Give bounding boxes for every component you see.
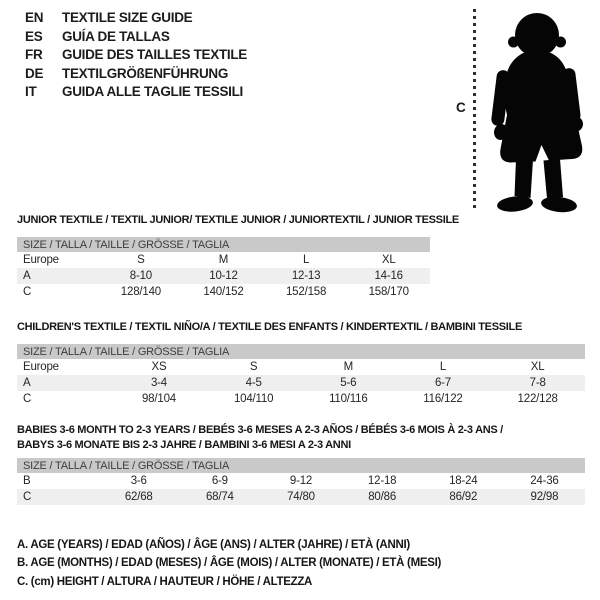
size-cell: 140/152 bbox=[203, 286, 244, 298]
language-title: GUÍA DE TALLAS bbox=[62, 28, 170, 44]
size-table-row bbox=[17, 489, 585, 505]
size-cell: 4-5 bbox=[245, 377, 262, 389]
size-table-section bbox=[17, 320, 585, 407]
size-cell: B bbox=[23, 475, 31, 487]
baby-leg-right bbox=[544, 159, 564, 199]
size-cell: 128/140 bbox=[120, 286, 161, 298]
size-cell: 5-6 bbox=[340, 377, 357, 389]
language-title: GUIDE DES TAILLES TEXTILE bbox=[62, 47, 248, 63]
size-cell: 122/128 bbox=[517, 393, 558, 405]
size-cell: 10-12 bbox=[209, 270, 238, 282]
size-cell: C bbox=[23, 491, 32, 503]
size-cell: 86/92 bbox=[449, 491, 478, 503]
size-table-row bbox=[17, 391, 585, 407]
size-cell: 6-7 bbox=[434, 377, 451, 389]
size-cell: 24-36 bbox=[530, 475, 559, 487]
section-title-line: BABIES 3-6 MONTH TO 2-3 YEARS / BEBÉS 3-6 MESES A 2-3 AÑOS / BÉBÉS 3-6 MOIS À 2-3 ANS / bbox=[17, 424, 503, 436]
size-cell: Europe bbox=[23, 254, 59, 266]
language-title: TEXTILE SIZE GUIDE bbox=[62, 10, 193, 25]
size-cell: XL bbox=[530, 361, 545, 373]
size-cell: M bbox=[218, 254, 229, 266]
size-cell: 6-9 bbox=[211, 475, 228, 487]
language-row bbox=[25, 83, 247, 102]
language-row bbox=[25, 46, 247, 65]
language-title: TEXTILGRÖßENFÜHRUNG bbox=[62, 65, 229, 81]
size-cell: 74/80 bbox=[287, 491, 315, 503]
baby-head bbox=[515, 13, 559, 57]
size-cell: 158/170 bbox=[368, 286, 409, 298]
size-cell: 3-6 bbox=[130, 475, 147, 487]
size-table-header-row bbox=[17, 344, 585, 359]
language-code: EN bbox=[25, 10, 44, 25]
language-title-list bbox=[25, 9, 247, 102]
size-table bbox=[17, 237, 430, 300]
height-dashed-line bbox=[473, 9, 476, 209]
size-table-body bbox=[17, 359, 585, 407]
size-cell: 92/98 bbox=[530, 491, 559, 503]
size-cell: Europe bbox=[23, 361, 59, 373]
legend-line: C. (cm) HEIGHT / ALTURA / HAUTEUR / HÖHE / ALTEZZA bbox=[17, 575, 313, 588]
height-marker-label: C bbox=[456, 100, 466, 115]
size-cell: C bbox=[23, 393, 32, 405]
language-row bbox=[25, 9, 247, 28]
size-cell: L bbox=[302, 254, 310, 266]
size-cell: 152/158 bbox=[285, 286, 327, 298]
size-table-row bbox=[17, 375, 585, 391]
size-cell: C bbox=[23, 286, 32, 298]
size-cell: 104/110 bbox=[233, 393, 274, 405]
size-cell: 14-16 bbox=[374, 270, 403, 282]
language-row bbox=[25, 65, 247, 84]
language-code: ES bbox=[25, 28, 43, 44]
size-table-section bbox=[17, 423, 585, 505]
size-table-header: SIZE / TALLA / TAILLE / GRÖSSE / TAGLIA bbox=[17, 237, 430, 252]
language-code: IT bbox=[25, 84, 37, 100]
language-title: GUIDA ALLE TAGLIE TESSILI bbox=[62, 84, 243, 100]
size-table-row bbox=[17, 252, 430, 268]
section-title-line: CHILDREN'S TEXTILE / TEXTIL NIÑO/A / TEXTILE DES ENFANTS / KINDERTEXTIL / BAMBINI TESSILE bbox=[17, 321, 522, 333]
baby-silhouette-icon bbox=[479, 8, 595, 214]
size-cell: 12-18 bbox=[367, 475, 397, 487]
size-table-header: SIZE / TALLA / TAILLE / GRÖSSE / TAGLIA bbox=[17, 458, 585, 473]
size-cell: M bbox=[343, 361, 353, 373]
size-table-header-row bbox=[17, 237, 430, 252]
size-table bbox=[17, 344, 585, 407]
size-cell: XL bbox=[381, 254, 396, 266]
measure-legend bbox=[17, 536, 441, 591]
section-title bbox=[17, 320, 585, 335]
section-title bbox=[17, 213, 459, 228]
size-table-row bbox=[17, 284, 430, 300]
legend-line: A. AGE (YEARS) / EDAD (AÑOS) / ÂGE (ANS) / ALTER (JAHRE) / ETÀ (ANNI) bbox=[17, 539, 410, 551]
size-cell: A bbox=[23, 270, 31, 282]
size-table-body bbox=[17, 473, 585, 505]
size-cell: 7-8 bbox=[529, 377, 546, 389]
baby-leg-left bbox=[515, 159, 534, 198]
size-cell: L bbox=[439, 361, 447, 373]
size-table-row bbox=[17, 473, 585, 489]
size-cell: 12-13 bbox=[291, 270, 321, 282]
size-cell: 68/74 bbox=[205, 491, 234, 503]
section-title bbox=[17, 423, 585, 453]
size-table-header-row bbox=[17, 458, 585, 473]
size-table-section bbox=[17, 213, 459, 300]
baby-ear-right bbox=[555, 37, 566, 48]
language-code: DE bbox=[25, 65, 44, 81]
size-cell: 62/68 bbox=[124, 491, 153, 503]
language-row bbox=[25, 28, 247, 47]
size-cell: 3-4 bbox=[150, 377, 167, 389]
size-cell: 116/122 bbox=[423, 393, 463, 405]
size-table-body bbox=[17, 252, 430, 300]
size-cell: S bbox=[137, 254, 145, 266]
baby-hand-right bbox=[569, 117, 583, 132]
size-cell: A bbox=[23, 377, 31, 389]
size-cell: 8-10 bbox=[129, 270, 152, 282]
baby-foot-right bbox=[540, 195, 577, 214]
legend-line: B. AGE (MONTHS) / EDAD (MESES) / ÂGE (MOIS) / ALTER (MONATE) / ETÀ (MESI) bbox=[17, 557, 442, 570]
size-cell: S bbox=[249, 361, 258, 373]
size-cell: 80/86 bbox=[368, 491, 397, 503]
size-table-header: SIZE / TALLA / TAILLE / GRÖSSE / TAGLIA bbox=[17, 344, 585, 359]
language-code: FR bbox=[25, 47, 43, 63]
size-table-row bbox=[17, 359, 585, 375]
baby-ear-left bbox=[508, 37, 519, 48]
size-table-row bbox=[17, 268, 430, 284]
size-cell: 18-24 bbox=[449, 475, 478, 487]
section-title-line: JUNIOR TEXTILE / TEXTIL JUNIOR/ TEXTILE JUNIOR / JUNIORTEXTIL / JUNIOR TESSILE bbox=[17, 214, 459, 226]
size-cell: XS bbox=[151, 361, 167, 373]
size-cell: 9-12 bbox=[289, 475, 313, 487]
size-cell: 98/104 bbox=[141, 393, 176, 405]
size-table bbox=[17, 458, 585, 505]
section-title-line: BABYS 3-6 MONATE BIS 2-3 JAHRE / BAMBINI 3-6 MESI A 2-3 ANNI bbox=[17, 439, 351, 451]
size-cell: 110/116 bbox=[329, 393, 368, 405]
